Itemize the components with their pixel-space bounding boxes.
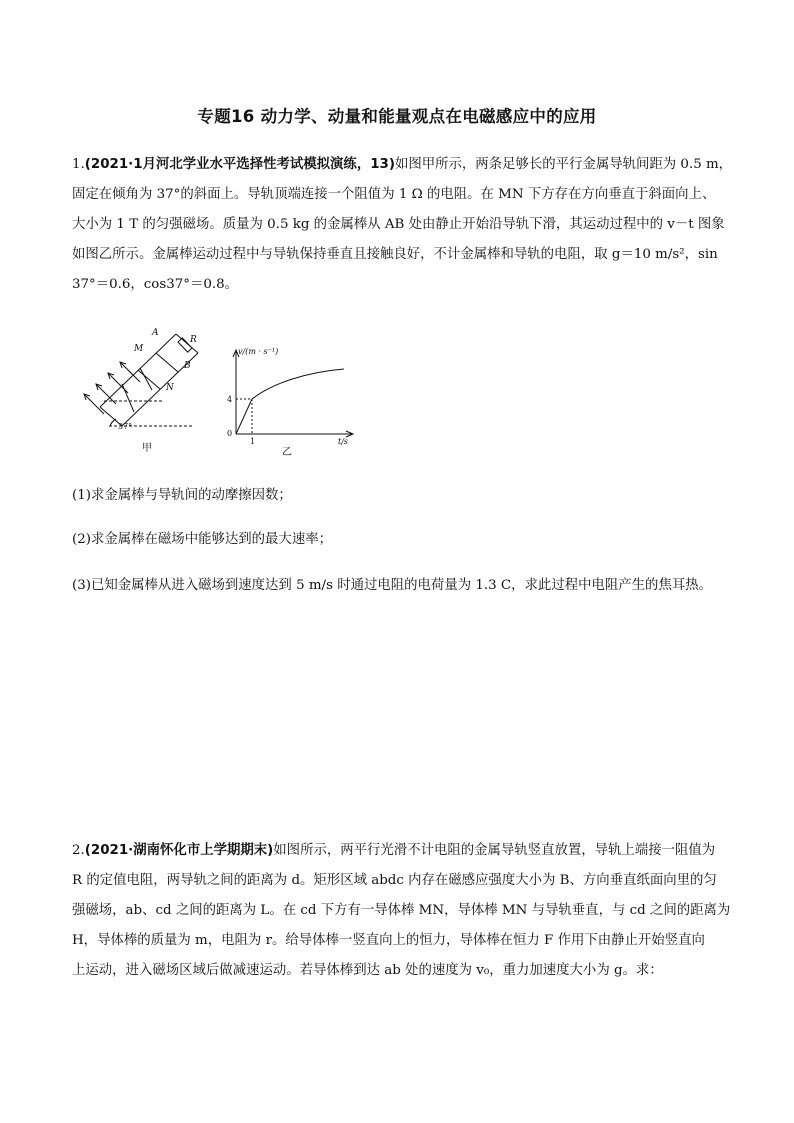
question-1-part-2: (2)求金属棒在磁场中能够达到的最大速率； xyxy=(72,532,332,547)
vt-tick-1: 1 xyxy=(250,437,256,446)
caption-yi: 乙 xyxy=(282,447,292,458)
vt-xlabel: t/s xyxy=(338,437,349,446)
label-r: R xyxy=(190,335,197,345)
vt-tick-4: 4 xyxy=(227,395,233,404)
question-2 xyxy=(72,836,731,986)
question-2-line-3: 强磁场，ab、cd 之间的距离为 L。在 cd 下方有一导体棒 MN，导体棒 MN 与导轨垂直，与 cd 之间的距离为 xyxy=(72,903,731,918)
label-m: M xyxy=(134,344,144,354)
boundary-mn xyxy=(138,370,160,389)
caption-jia: 甲 xyxy=(142,443,152,454)
question-1-line-5: 37°＝0.6，cos37°＝0.8。 xyxy=(72,277,239,292)
vt-origin: 0 xyxy=(227,429,233,438)
question-1-line-4: 如图乙所示。金属棒运动过程中与导轨保持垂直且接触良好，不计金属棒和导轨的电阻，取 g＝10 m/s²，sin xyxy=(72,247,718,262)
question-1-line-3: 大小为 1 T 的匀强磁场。质量为 0.5 kg 的金属棒从 AB 处由静止开始沿导轨下滑，其运动过程中的 v－t 图象 xyxy=(72,217,725,232)
question-2-line-2: R 的定值电阻，两导轨之间的距离为 d。矩形区域 abdc 内存在磁感应强度大小为 B、方向垂直纸面向里的匀 xyxy=(72,873,717,888)
figure-svg xyxy=(64,322,364,462)
question-1-text-1: 如图甲所示，两条足够长的平行金属导轨间距为 0.5 m， xyxy=(394,157,733,172)
field-arrows xyxy=(84,362,152,414)
question-1 xyxy=(72,150,733,300)
question-1-part-1: (1)求金属棒与导轨间的动摩擦因数； xyxy=(72,488,292,503)
angle-arc xyxy=(110,419,116,426)
question-2-line-1 xyxy=(72,836,726,866)
label-angle: 37° xyxy=(118,422,133,431)
question-2-line-5: 上运动，进入磁场区域后做减速运动。若导体棒到达 ab 处的速度为 v₀，重力加速度大小为 g。求： xyxy=(72,963,663,978)
question-1-figure xyxy=(64,322,364,462)
question-2-line-4: H，导体棒的质量为 m，电阻为 r。给导体棒一竖直向上的恒力，导体棒在恒力 F 作用下由静止开始竖直向 xyxy=(72,933,705,948)
incline-labels xyxy=(118,328,197,454)
bar-ab xyxy=(156,353,178,372)
vt-graph xyxy=(233,350,353,437)
question-1-line-1 xyxy=(72,150,733,180)
velocity-linear-segment xyxy=(236,399,252,434)
question-1-source: (2021·1月河北学业水平选择性考试模拟演练，13) xyxy=(84,157,395,172)
page-title: 专题16 动力学、动量和能量观点在电磁感应中的应用 xyxy=(197,107,597,126)
question-2-text-1: 如图所示，两平行光滑不计电阻的金属导轨竖直放置，导轨上端接一阻值为 xyxy=(273,843,716,858)
question-2-source: (2021·湖南怀化市上学期期末) xyxy=(84,843,274,858)
label-a: A xyxy=(152,328,159,338)
label-b: B xyxy=(184,361,191,371)
velocity-curve xyxy=(252,369,344,399)
question-2-number: 2. xyxy=(72,843,85,858)
label-n: N xyxy=(166,383,174,393)
question-1-line-2: 固定在倾角为 37°的斜面上。导轨顶端连接一个阻值为 1 Ω 的电阻。在 MN 下方存在方向垂直于斜面向上、 xyxy=(72,187,716,202)
vt-ylabel: v/(m · s⁻¹) xyxy=(238,347,279,356)
question-1-part-3: (3)已知金属棒从进入磁场到速度达到 5 m/s 时通过电阻的电荷量为 1.3 C，求此过程中电阻产生的焦耳热。 xyxy=(72,578,713,593)
question-1-number: 1. xyxy=(72,157,85,172)
vt-labels xyxy=(227,347,348,458)
